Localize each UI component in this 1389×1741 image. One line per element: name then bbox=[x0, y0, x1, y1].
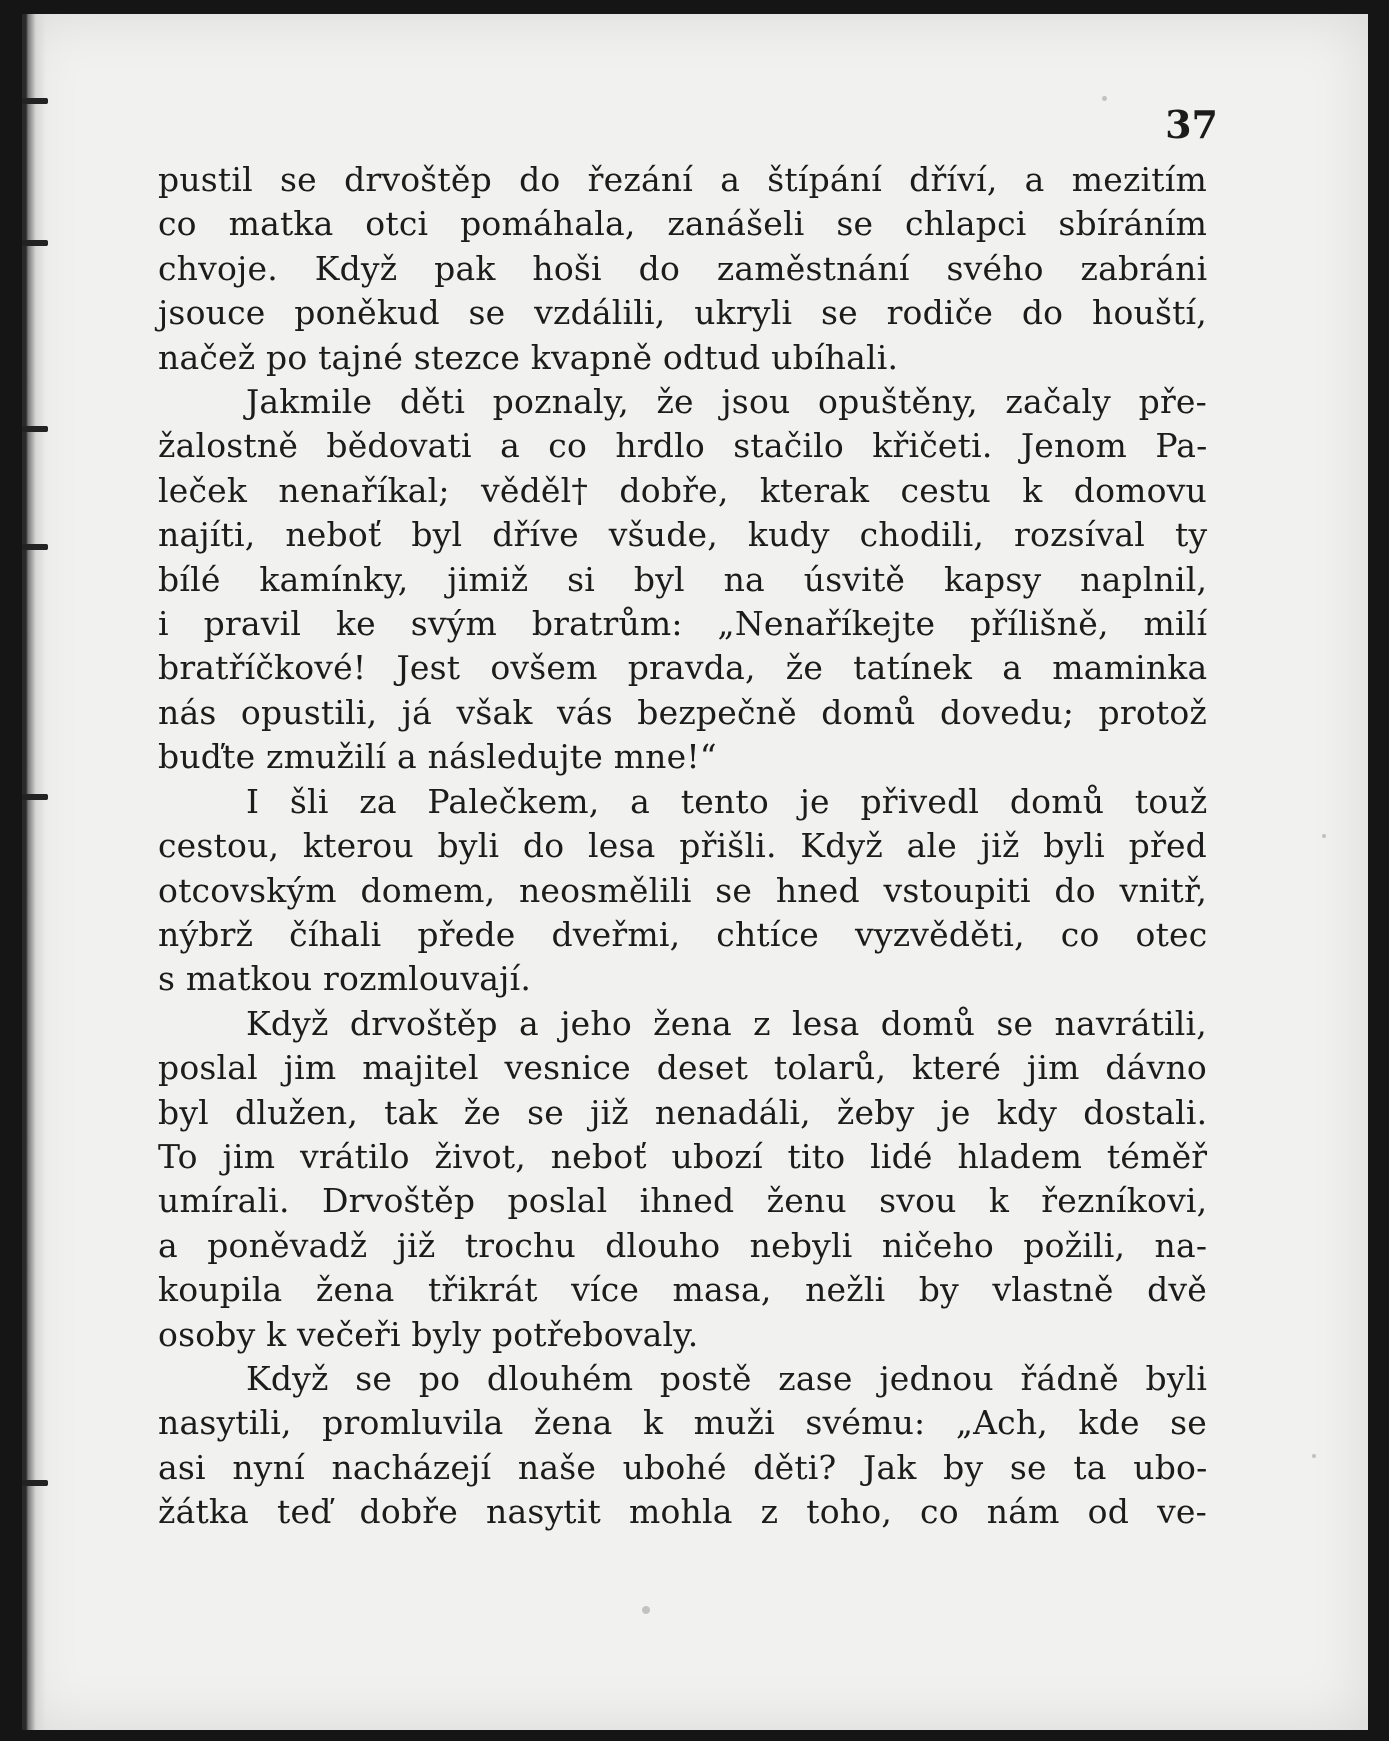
text-line: s matkou rozmlouvají. bbox=[158, 959, 532, 999]
binding-mark bbox=[22, 794, 48, 800]
paper-speck bbox=[1312, 1454, 1316, 1458]
text-line: leček nenaříkal; věděl† dobře, kterak cestu k domovu bbox=[158, 470, 1207, 510]
text-line: co matka otci pomáhala, zanášeli se chlapci sbíráním bbox=[158, 204, 1208, 244]
binding-mark bbox=[22, 98, 48, 104]
paragraph-1 bbox=[158, 158, 1207, 380]
body-text bbox=[158, 158, 1207, 1535]
paper-speck bbox=[1322, 834, 1326, 838]
text-line: poslal jim majitel vesnice deset tolarů, které jim dávno bbox=[158, 1048, 1207, 1088]
paragraph-3 bbox=[158, 780, 1207, 1002]
text-line: i pravil ke svým bratrům: „Nenaříkejte přílišně, milí bbox=[158, 604, 1208, 644]
text-line: umírali. Drvoštěp poslal ihned ženu svou k řezníkovi, bbox=[158, 1181, 1208, 1221]
binding-mark bbox=[22, 544, 48, 550]
paragraph-4 bbox=[158, 1002, 1207, 1357]
text-line: Jakmile děti poznaly, že jsou opuštěny, začaly pře- bbox=[246, 382, 1207, 422]
paper-speck bbox=[1102, 96, 1107, 101]
text-line: osoby k večeři byly potřebovaly. bbox=[158, 1314, 699, 1354]
text-line: asi nyní nacházejí naše ubohé děti? Jak by se ta ubo- bbox=[158, 1447, 1208, 1487]
text-line: koupila žena třikrát více masa, nežli by vlastně dvě bbox=[158, 1270, 1207, 1310]
binding-edge bbox=[22, 14, 46, 1730]
paper-speck bbox=[642, 1606, 650, 1614]
binding-mark bbox=[22, 1480, 48, 1486]
text-line: chvoje. Když pak hoši do zaměstnání svého zabráni bbox=[158, 248, 1208, 288]
text-line: byl dlužen, tak že se již nenadáli, žeby je kdy dostali. bbox=[158, 1092, 1208, 1132]
text-line: nasytili, promluvila žena k muži svému: „Ach, kde se bbox=[158, 1403, 1207, 1443]
paragraph-5 bbox=[158, 1357, 1207, 1535]
text-line: žalostně bědovati a co hrdlo stačilo křičeti. Jenom Pa- bbox=[158, 426, 1208, 466]
text-line: bílé kamínky, jimiž si byl na úsvitě kapsy naplnil, bbox=[158, 559, 1208, 599]
binding-mark bbox=[22, 240, 48, 246]
text-line: načež po tajné stezce kvapně odtud ubíhali. bbox=[158, 337, 899, 377]
text-line: To jim vrátilo život, neboť ubozí tito lidé hladem téměř bbox=[158, 1136, 1208, 1176]
text-line: nás opustili, já však vás bezpečně domů dovedu; protož bbox=[158, 692, 1208, 732]
text-line: Když drvoštěp a jeho žena z lesa domů se navrátili, bbox=[246, 1003, 1207, 1043]
text-line: najíti, neboť byl dříve všude, kudy chodili, rozsíval ty bbox=[158, 515, 1208, 555]
text-line: a poněvadž již trochu dlouho nebyli ničeho požili, na- bbox=[158, 1225, 1208, 1265]
text-line: nýbrž číhali přede dveřmi, chtíce vyzvěděti, co otec bbox=[158, 914, 1208, 954]
text-line: otcovským domem, neosmělili se hned vstoupiti do vnitř, bbox=[158, 870, 1208, 910]
text-line: pustil se drvoštěp do řezání a štípání dříví, a mezitím bbox=[158, 160, 1207, 199]
paragraph-2 bbox=[158, 380, 1207, 780]
text-line: Když se po dlouhém postě zase jednou řádně byli bbox=[246, 1358, 1208, 1398]
binding-mark bbox=[22, 426, 48, 432]
page-number: 37 bbox=[1165, 102, 1218, 147]
text-line: žátka teď dobře nasytit mohla z toho, co nám od ve- bbox=[158, 1492, 1207, 1532]
text-line: jsouce poněkud se vzdálili, ukryli se rodiče do houští, bbox=[158, 293, 1207, 333]
text-line: I šli za Palečkem, a tento je přivedl domů touž bbox=[246, 781, 1208, 821]
text-line: buďte zmužilí a následujte mne!“ bbox=[158, 737, 717, 777]
text-line: cestou, kterou byli do lesa přišli. Když ale již byli před bbox=[158, 826, 1207, 866]
text-line: bratříčkové! Jest ovšem pravda, že tatínek a maminka bbox=[158, 648, 1208, 688]
